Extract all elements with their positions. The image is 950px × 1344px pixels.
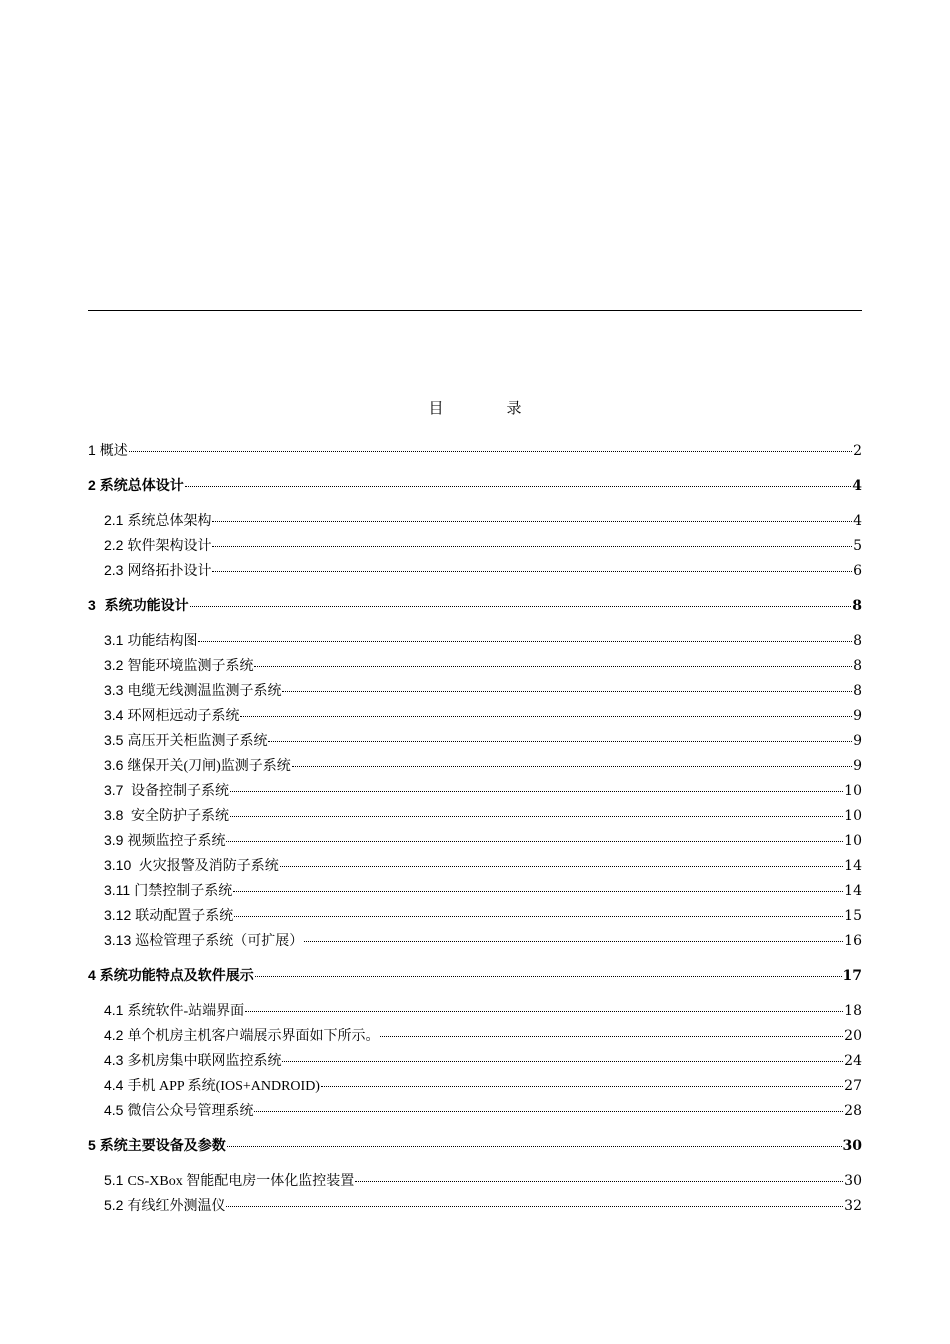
- toc-leader-dots: [282, 691, 852, 692]
- toc-leader-dots: [230, 816, 843, 817]
- toc-page-number: 6: [853, 563, 862, 579]
- toc-entry-number: 3.13: [104, 932, 132, 948]
- toc-leader-dots: [282, 1061, 843, 1062]
- toc-page-number: 2: [853, 443, 862, 459]
- toc-entry-text: 系统功能特点及软件展示: [99, 968, 254, 984]
- toc-entry[interactable]: [88, 533, 862, 558]
- toc-leader-dots: [198, 641, 852, 642]
- toc-page-number: 24: [844, 1053, 862, 1069]
- toc-entry-label: [104, 1048, 281, 1074]
- toc-page-number: 8: [853, 633, 862, 649]
- toc-entry-label: [104, 1023, 379, 1049]
- toc-entry[interactable]: [88, 998, 862, 1023]
- toc-leader-dots: [255, 976, 842, 977]
- toc-leader-dots: [355, 1181, 843, 1182]
- toc-entry[interactable]: [88, 1133, 862, 1158]
- toc-entry-label: [104, 928, 303, 954]
- toc-leader-dots: [227, 1146, 842, 1147]
- toc-entry[interactable]: [88, 1168, 862, 1193]
- toc-entry-number: 4.3: [104, 1052, 124, 1068]
- toc-entry-label: [104, 753, 291, 779]
- toc-entry[interactable]: [88, 728, 862, 753]
- toc-entry-number: 3.2: [104, 657, 124, 673]
- toc-entry-text: 手机 APP 系统(IOS+ANDROID): [127, 1079, 320, 1094]
- toc-entry-number: 3.7: [104, 782, 124, 798]
- toc-entry-label: [104, 533, 211, 559]
- toc-entry-text: 单个机房主机客户端展示界面如下所示。: [127, 1029, 380, 1044]
- toc-leader-dots: [230, 791, 843, 792]
- toc-entry-label: [104, 878, 232, 904]
- toc-entry-number: 3.6: [104, 757, 124, 773]
- toc-entry-label: [104, 703, 239, 729]
- toc-leader-dots: [321, 1086, 843, 1087]
- toc-entry[interactable]: [88, 678, 862, 703]
- toc-entry-number: 5.2: [104, 1197, 124, 1213]
- toc-leader-dots: [304, 941, 843, 942]
- toc-page-number: 8: [853, 658, 862, 674]
- toc-page-number: 9: [853, 758, 862, 774]
- toc-entry[interactable]: [88, 878, 862, 903]
- toc-entry[interactable]: [88, 853, 862, 878]
- toc-page-number: 27: [844, 1078, 862, 1094]
- toc-leader-dots: [254, 666, 852, 667]
- toc-entry-text: 视频监控子系统: [127, 834, 226, 849]
- toc-entry-number: 2: [88, 477, 96, 493]
- toc-entry-text: 环网柜远动子系统: [127, 709, 240, 724]
- toc-leader-dots: [212, 521, 852, 522]
- toc-entry-text: 火灾报警及消防子系统: [135, 859, 279, 874]
- toc-entry-text: 多机房集中联网监控系统: [127, 1054, 282, 1069]
- toc-entry-text: 设备控制子系统: [127, 784, 229, 799]
- toc-entry-label: [104, 653, 253, 679]
- toc-entry-text: 功能结构图: [127, 634, 198, 649]
- toc-leader-dots: [212, 571, 852, 572]
- toc-entry-label: [104, 508, 211, 534]
- toc-leader-dots: [190, 606, 852, 607]
- toc-leader-dots: [268, 741, 852, 742]
- toc-entry-text: 门禁控制子系统: [134, 884, 233, 899]
- toc-entry-number: 2.2: [104, 537, 124, 553]
- toc-leader-dots: [233, 891, 843, 892]
- toc-entry-number: 4.2: [104, 1027, 124, 1043]
- toc-entry[interactable]: [88, 1073, 862, 1098]
- toc-entry-text: 软件架构设计: [127, 539, 212, 554]
- toc-leader-dots: [292, 766, 852, 767]
- toc-leader-dots: [226, 1206, 843, 1207]
- toc-page-number: 30: [844, 1173, 862, 1189]
- toc-leader-dots: [280, 866, 843, 867]
- toc-leader-dots: [185, 486, 851, 487]
- toc-entry-number: 2.3: [104, 562, 124, 578]
- toc-page-number: 9: [853, 733, 862, 749]
- toc-entry-number: 5.1: [104, 1172, 124, 1188]
- toc-entry[interactable]: [88, 508, 862, 533]
- toc-entry-number: 3: [88, 597, 96, 613]
- toc-entry-label: [88, 963, 254, 989]
- toc-entry-number: 3.12: [104, 907, 132, 923]
- toc-entry-label: [104, 1168, 354, 1194]
- toc-entry-label: [104, 1098, 253, 1124]
- toc-entry-text: 巡检管理子系统（可扩展）: [135, 934, 304, 949]
- toc-title: 目 录: [428, 399, 546, 417]
- toc-entry-number: 4.5: [104, 1102, 124, 1118]
- toc-entry[interactable]: [88, 703, 862, 728]
- toc-entry-number: 3.1: [104, 632, 124, 648]
- toc-entry-number: 3.3: [104, 682, 124, 698]
- header-rule: [88, 310, 862, 311]
- toc-page-number: 14: [844, 883, 862, 899]
- toc-entry-number: 3.8: [104, 807, 124, 823]
- toc-entry-label: [88, 593, 189, 619]
- toc-entry-text: 网络拓扑设计: [127, 564, 212, 579]
- toc-leader-dots: [226, 841, 843, 842]
- toc-page-number: 8: [853, 683, 862, 699]
- toc-entry-text: CS-XBox 智能配电房一体化监控装置: [127, 1174, 355, 1189]
- toc-entry-text: 系统总体设计: [99, 478, 184, 494]
- toc-entry-label: [104, 1193, 225, 1219]
- toc-entry-label: [104, 853, 279, 879]
- toc-entry-text: 继保开关(刀闸)监测子系统: [127, 759, 291, 774]
- toc-leader-dots: [254, 1111, 843, 1112]
- toc-entry-text: 系统功能设计: [99, 598, 189, 614]
- toc-entry[interactable]: [88, 473, 862, 498]
- toc-entry[interactable]: [88, 753, 862, 778]
- toc-leader-dots: [240, 716, 852, 717]
- toc-entry-number: 3.10: [104, 857, 132, 873]
- toc-entry-text: 智能环境监测子系统: [127, 659, 254, 674]
- toc-entry-label: [104, 828, 225, 854]
- table-of-contents: [88, 438, 862, 1218]
- toc-page-number: 10: [844, 783, 862, 799]
- toc-entry-number: 5: [88, 1137, 96, 1153]
- toc-entry[interactable]: [88, 778, 862, 803]
- toc-entry[interactable]: [88, 1193, 862, 1218]
- toc-page-number: 17: [842, 968, 862, 984]
- toc-leader-dots: [245, 1011, 843, 1012]
- toc-leader-dots: [380, 1036, 843, 1037]
- toc-leader-dots: [212, 546, 852, 547]
- toc-page-number: 18: [844, 1003, 862, 1019]
- toc-entry[interactable]: [88, 1023, 862, 1048]
- toc-entry-text: 系统软件-站端界面: [127, 1004, 245, 1019]
- toc-entry[interactable]: [88, 653, 862, 678]
- toc-entry-number: 4: [88, 967, 96, 983]
- toc-entry-number: 3.11: [104, 882, 131, 898]
- toc-entry-number: 4.4: [104, 1077, 124, 1093]
- toc-entry-number: 4.1: [104, 1002, 124, 1018]
- toc-page-number: 8: [852, 598, 862, 614]
- toc-entry-number: 3.9: [104, 832, 124, 848]
- toc-entry[interactable]: [88, 593, 862, 618]
- toc-entry[interactable]: [88, 828, 862, 853]
- toc-entry-label: [104, 558, 211, 584]
- toc-entry-text: 有线红外测温仪: [127, 1199, 226, 1214]
- toc-entry[interactable]: [88, 1048, 862, 1073]
- toc-entry-label: [104, 778, 229, 804]
- toc-entry-label: [104, 628, 197, 654]
- toc-entry[interactable]: [88, 928, 862, 953]
- toc-entry-label: [104, 678, 281, 704]
- toc-entry[interactable]: [88, 558, 862, 583]
- toc-page-number: 5: [853, 538, 862, 554]
- toc-page-number: 4: [853, 513, 862, 529]
- toc-page-number: 14: [844, 858, 862, 874]
- toc-page-number: 10: [844, 808, 862, 824]
- toc-entry-text: 系统主要设备及参数: [99, 1138, 226, 1154]
- toc-entry-number: 3.4: [104, 707, 124, 723]
- toc-entry[interactable]: [88, 628, 862, 653]
- toc-entry-label: [104, 998, 244, 1024]
- toc-entry-text: 联动配置子系统: [135, 909, 234, 924]
- toc-entry[interactable]: [88, 438, 862, 463]
- toc-page-number: 16: [844, 933, 862, 949]
- toc-entry-label: [88, 1133, 226, 1159]
- toc-page-number: 15: [844, 908, 862, 924]
- toc-entry[interactable]: [88, 803, 862, 828]
- toc-entry-label: [104, 1073, 320, 1099]
- toc-entry-number: 3.5: [104, 732, 124, 748]
- toc-page-number: 28: [844, 1103, 862, 1119]
- toc-page-number: 9: [853, 708, 862, 724]
- toc-entry-text: 微信公众号管理系统: [127, 1104, 254, 1119]
- toc-entry-label: [104, 903, 233, 929]
- toc-entry-text: 系统总体架构: [127, 514, 212, 529]
- toc-page-number: 32: [844, 1198, 862, 1214]
- toc-entry[interactable]: [88, 903, 862, 928]
- toc-page-number: 4: [852, 478, 862, 494]
- toc-entry-text: 高压开关柜监测子系统: [127, 734, 268, 749]
- toc-entry-number: 2.1: [104, 512, 124, 528]
- toc-entry[interactable]: [88, 1098, 862, 1123]
- toc-entry-label: [104, 803, 229, 829]
- toc-entry[interactable]: [88, 963, 862, 988]
- toc-leader-dots: [129, 451, 852, 452]
- toc-leader-dots: [234, 916, 843, 917]
- toc-entry-number: 1: [88, 442, 96, 458]
- toc-entry-label: [88, 438, 128, 464]
- toc-entry-text: 电缆无线测温监测子系统: [127, 684, 282, 699]
- toc-page-number: 30: [842, 1138, 862, 1154]
- toc-entry-text: 概述: [99, 443, 128, 459]
- toc-entry-label: [104, 728, 267, 754]
- toc-page-number: 10: [844, 833, 862, 849]
- toc-page-number: 20: [844, 1028, 862, 1044]
- toc-entry-text: 安全防护子系统: [127, 809, 229, 824]
- toc-entry-label: [88, 473, 184, 499]
